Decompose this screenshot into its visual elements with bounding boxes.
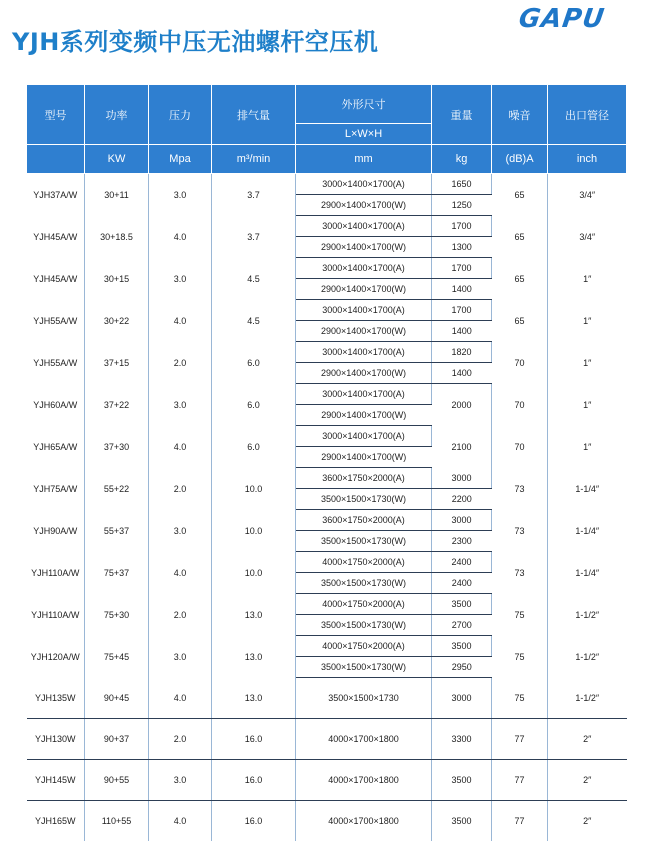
cell-outlet: 1-1/4″ bbox=[548, 468, 627, 510]
cell-dimensions-a: 3000×1400×1700(A) bbox=[296, 426, 432, 447]
cell-model: YJH135W bbox=[27, 678, 85, 719]
cell-power: 90+37 bbox=[85, 719, 149, 760]
cell-noise: 77 bbox=[492, 801, 548, 841]
cell-dimensions-a: 3000×1400×1700(A) bbox=[296, 342, 432, 363]
cell-model: YJH90A/W bbox=[27, 510, 85, 552]
cell-weight-a: 2400 bbox=[432, 552, 492, 573]
cell-displacement: 3.7 bbox=[212, 174, 296, 216]
cell-pressure: 4.0 bbox=[149, 426, 212, 468]
cell-pressure: 4.0 bbox=[149, 801, 212, 841]
cell-outlet: 1-1/2″ bbox=[548, 636, 627, 678]
cell-outlet: 1″ bbox=[548, 426, 627, 468]
cell-outlet: 1″ bbox=[548, 300, 627, 342]
cell-dimensions-w: 3500×1500×1730(W) bbox=[296, 489, 432, 510]
cell-noise: 70 bbox=[492, 342, 548, 384]
cell-displacement: 6.0 bbox=[212, 384, 296, 426]
cell-weight-a: 1650 bbox=[432, 174, 492, 195]
cell-outlet: 3/4″ bbox=[548, 216, 627, 258]
cell-weight: 2100 bbox=[432, 426, 492, 468]
cell-dimensions-a: 4000×1750×2000(A) bbox=[296, 552, 432, 573]
cell-dimensions-a: 3600×1750×2000(A) bbox=[296, 510, 432, 531]
unit-displacement: m³/min bbox=[212, 145, 296, 174]
header-model: 型号 bbox=[27, 85, 85, 145]
cell-power: 75+37 bbox=[85, 552, 149, 594]
header-power: 功率 bbox=[85, 85, 149, 145]
cell-weight: 3000 bbox=[432, 678, 492, 719]
cell-weight-w: 1300 bbox=[432, 237, 492, 258]
cell-outlet: 3/4″ bbox=[548, 174, 627, 216]
cell-weight: 3500 bbox=[432, 760, 492, 801]
cell-weight-w: 1400 bbox=[432, 321, 492, 342]
cell-dimensions-w: 2900×1400×1700(W) bbox=[296, 279, 432, 300]
cell-displacement: 4.5 bbox=[212, 258, 296, 300]
cell-power: 75+30 bbox=[85, 594, 149, 636]
cell-dimensions-w: 2900×1400×1700(W) bbox=[296, 195, 432, 216]
cell-dimensions-a: 3000×1400×1700(A) bbox=[296, 174, 432, 195]
cell-dimensions: 4000×1700×1800 bbox=[296, 760, 432, 801]
cell-weight-w: 2950 bbox=[432, 657, 492, 678]
cell-displacement: 16.0 bbox=[212, 719, 296, 760]
header-outlet: 出口管径 bbox=[548, 85, 627, 145]
cell-displacement: 6.0 bbox=[212, 426, 296, 468]
unit-dimensions: mm bbox=[296, 145, 432, 174]
cell-model: YJH130W bbox=[27, 719, 85, 760]
cell-displacement: 10.0 bbox=[212, 468, 296, 510]
cell-weight-a: 1700 bbox=[432, 258, 492, 279]
cell-pressure: 4.0 bbox=[149, 678, 212, 719]
header-dimensions-sub: L×W×H bbox=[296, 124, 432, 145]
cell-outlet: 1-1/2″ bbox=[548, 594, 627, 636]
cell-displacement: 10.0 bbox=[212, 510, 296, 552]
cell-outlet: 1″ bbox=[548, 258, 627, 300]
cell-weight-w: 2300 bbox=[432, 531, 492, 552]
cell-power: 37+22 bbox=[85, 384, 149, 426]
cell-model: YJH165W bbox=[27, 801, 85, 841]
cell-weight-w: 2400 bbox=[432, 573, 492, 594]
cell-displacement: 16.0 bbox=[212, 801, 296, 841]
cell-pressure: 3.0 bbox=[149, 510, 212, 552]
cell-outlet: 1″ bbox=[548, 384, 627, 426]
cell-pressure: 2.0 bbox=[149, 342, 212, 384]
cell-weight-w: 2700 bbox=[432, 615, 492, 636]
cell-power: 30+22 bbox=[85, 300, 149, 342]
cell-model: YJH55A/W bbox=[27, 342, 85, 384]
unit-noise: (dB)A bbox=[492, 145, 548, 174]
cell-pressure: 3.0 bbox=[149, 174, 212, 216]
cell-pressure: 4.0 bbox=[149, 216, 212, 258]
cell-outlet: 2″ bbox=[548, 719, 627, 760]
cell-displacement: 16.0 bbox=[212, 760, 296, 801]
cell-model: YJH110A/W bbox=[27, 594, 85, 636]
cell-pressure: 2.0 bbox=[149, 468, 212, 510]
cell-noise: 70 bbox=[492, 426, 548, 468]
cell-dimensions-a: 3000×1400×1700(A) bbox=[296, 216, 432, 237]
cell-noise: 65 bbox=[492, 300, 548, 342]
header-displacement: 排气量 bbox=[212, 85, 296, 145]
cell-power: 55+22 bbox=[85, 468, 149, 510]
cell-outlet: 2″ bbox=[548, 801, 627, 841]
cell-dimensions: 3500×1500×1730 bbox=[296, 678, 432, 719]
cell-displacement: 4.5 bbox=[212, 300, 296, 342]
cell-dimensions-w: 3500×1500×1730(W) bbox=[296, 657, 432, 678]
unit-outlet: inch bbox=[548, 145, 627, 174]
cell-dimensions-w: 2900×1400×1700(W) bbox=[296, 363, 432, 384]
cell-dimensions-w: 3500×1500×1730(W) bbox=[296, 615, 432, 636]
unit-pressure: Mpa bbox=[149, 145, 212, 174]
cell-pressure: 3.0 bbox=[149, 258, 212, 300]
cell-noise: 70 bbox=[492, 384, 548, 426]
cell-model: YJH37A/W bbox=[27, 174, 85, 216]
cell-weight-w: 2200 bbox=[432, 489, 492, 510]
cell-weight-a: 1700 bbox=[432, 300, 492, 321]
cell-weight: 3500 bbox=[432, 801, 492, 841]
cell-outlet: 1-1/4″ bbox=[548, 510, 627, 552]
cell-noise: 77 bbox=[492, 760, 548, 801]
cell-dimensions-w: 3500×1500×1730(W) bbox=[296, 573, 432, 594]
cell-outlet: 1″ bbox=[548, 342, 627, 384]
cell-displacement: 13.0 bbox=[212, 594, 296, 636]
cell-power: 110+55 bbox=[85, 801, 149, 841]
cell-dimensions-w: 2900×1400×1700(W) bbox=[296, 405, 432, 426]
cell-weight-w: 1400 bbox=[432, 279, 492, 300]
spec-table bbox=[26, 84, 627, 841]
cell-dimensions-a: 3600×1750×2000(A) bbox=[296, 468, 432, 489]
unit-weight: kg bbox=[432, 145, 492, 174]
cell-pressure: 2.0 bbox=[149, 594, 212, 636]
cell-dimensions-a: 4000×1750×2000(A) bbox=[296, 594, 432, 615]
cell-weight: 3300 bbox=[432, 719, 492, 760]
gapu-logo: GAPU bbox=[517, 4, 607, 34]
cell-pressure: 3.0 bbox=[149, 384, 212, 426]
cell-power: 30+11 bbox=[85, 174, 149, 216]
cell-noise: 75 bbox=[492, 678, 548, 719]
cell-displacement: 10.0 bbox=[212, 552, 296, 594]
header-dimensions: 外形尺寸 bbox=[296, 85, 432, 124]
cell-dimensions-w: 3500×1500×1730(W) bbox=[296, 531, 432, 552]
cell-noise: 73 bbox=[492, 510, 548, 552]
cell-dimensions-w: 2900×1400×1700(W) bbox=[296, 237, 432, 258]
cell-model: YJH145W bbox=[27, 760, 85, 801]
cell-noise: 73 bbox=[492, 468, 548, 510]
cell-dimensions-a: 4000×1750×2000(A) bbox=[296, 636, 432, 657]
cell-noise: 65 bbox=[492, 216, 548, 258]
cell-pressure: 3.0 bbox=[149, 636, 212, 678]
cell-model: YJH45A/W bbox=[27, 216, 85, 258]
cell-model: YJH110A/W bbox=[27, 552, 85, 594]
header-noise: 噪音 bbox=[492, 85, 548, 145]
cell-weight: 2000 bbox=[432, 384, 492, 426]
cell-power: 37+30 bbox=[85, 426, 149, 468]
cell-dimensions-a: 3000×1400×1700(A) bbox=[296, 258, 432, 279]
cell-weight-a: 1820 bbox=[432, 342, 492, 363]
header-pressure: 压力 bbox=[149, 85, 212, 145]
cell-weight-w: 1250 bbox=[432, 195, 492, 216]
cell-model: YJH55A/W bbox=[27, 300, 85, 342]
cell-noise: 65 bbox=[492, 174, 548, 216]
cell-dimensions-w: 2900×1400×1700(W) bbox=[296, 321, 432, 342]
cell-outlet: 2″ bbox=[548, 760, 627, 801]
cell-weight-a: 3500 bbox=[432, 636, 492, 657]
cell-displacement: 13.0 bbox=[212, 636, 296, 678]
page-title: YJH系列变频中压无油螺杆空压机 bbox=[12, 22, 378, 57]
unit-power: KW bbox=[85, 145, 149, 174]
cell-power: 30+15 bbox=[85, 258, 149, 300]
cell-weight-a: 3500 bbox=[432, 594, 492, 615]
cell-pressure: 2.0 bbox=[149, 719, 212, 760]
cell-power: 55+37 bbox=[85, 510, 149, 552]
cell-dimensions-w: 2900×1400×1700(W) bbox=[296, 447, 432, 468]
cell-model: YJH120A/W bbox=[27, 636, 85, 678]
cell-pressure: 3.0 bbox=[149, 760, 212, 801]
cell-outlet: 1-1/2″ bbox=[548, 678, 627, 719]
cell-displacement: 13.0 bbox=[212, 678, 296, 719]
cell-noise: 65 bbox=[492, 258, 548, 300]
cell-dimensions: 4000×1700×1800 bbox=[296, 801, 432, 841]
cell-model: YJH75A/W bbox=[27, 468, 85, 510]
cell-displacement: 3.7 bbox=[212, 216, 296, 258]
cell-power: 30+18.5 bbox=[85, 216, 149, 258]
cell-model: YJH45A/W bbox=[27, 258, 85, 300]
cell-weight-a: 3000 bbox=[432, 510, 492, 531]
unit-model bbox=[27, 145, 85, 174]
cell-power: 75+45 bbox=[85, 636, 149, 678]
cell-pressure: 4.0 bbox=[149, 552, 212, 594]
cell-noise: 77 bbox=[492, 719, 548, 760]
cell-weight-a: 1700 bbox=[432, 216, 492, 237]
cell-dimensions: 4000×1700×1800 bbox=[296, 719, 432, 760]
cell-model: YJH60A/W bbox=[27, 384, 85, 426]
cell-outlet: 1-1/4″ bbox=[548, 552, 627, 594]
cell-pressure: 4.0 bbox=[149, 300, 212, 342]
cell-power: 37+15 bbox=[85, 342, 149, 384]
cell-displacement: 6.0 bbox=[212, 342, 296, 384]
cell-weight-w: 1400 bbox=[432, 363, 492, 384]
cell-noise: 75 bbox=[492, 636, 548, 678]
cell-noise: 75 bbox=[492, 594, 548, 636]
cell-noise: 73 bbox=[492, 552, 548, 594]
header-weight: 重量 bbox=[432, 85, 492, 145]
cell-weight-a: 3000 bbox=[432, 468, 492, 489]
cell-dimensions-a: 3000×1400×1700(A) bbox=[296, 384, 432, 405]
cell-dimensions-a: 3000×1400×1700(A) bbox=[296, 300, 432, 321]
cell-power: 90+45 bbox=[85, 678, 149, 719]
cell-model: YJH65A/W bbox=[27, 426, 85, 468]
cell-power: 90+55 bbox=[85, 760, 149, 801]
